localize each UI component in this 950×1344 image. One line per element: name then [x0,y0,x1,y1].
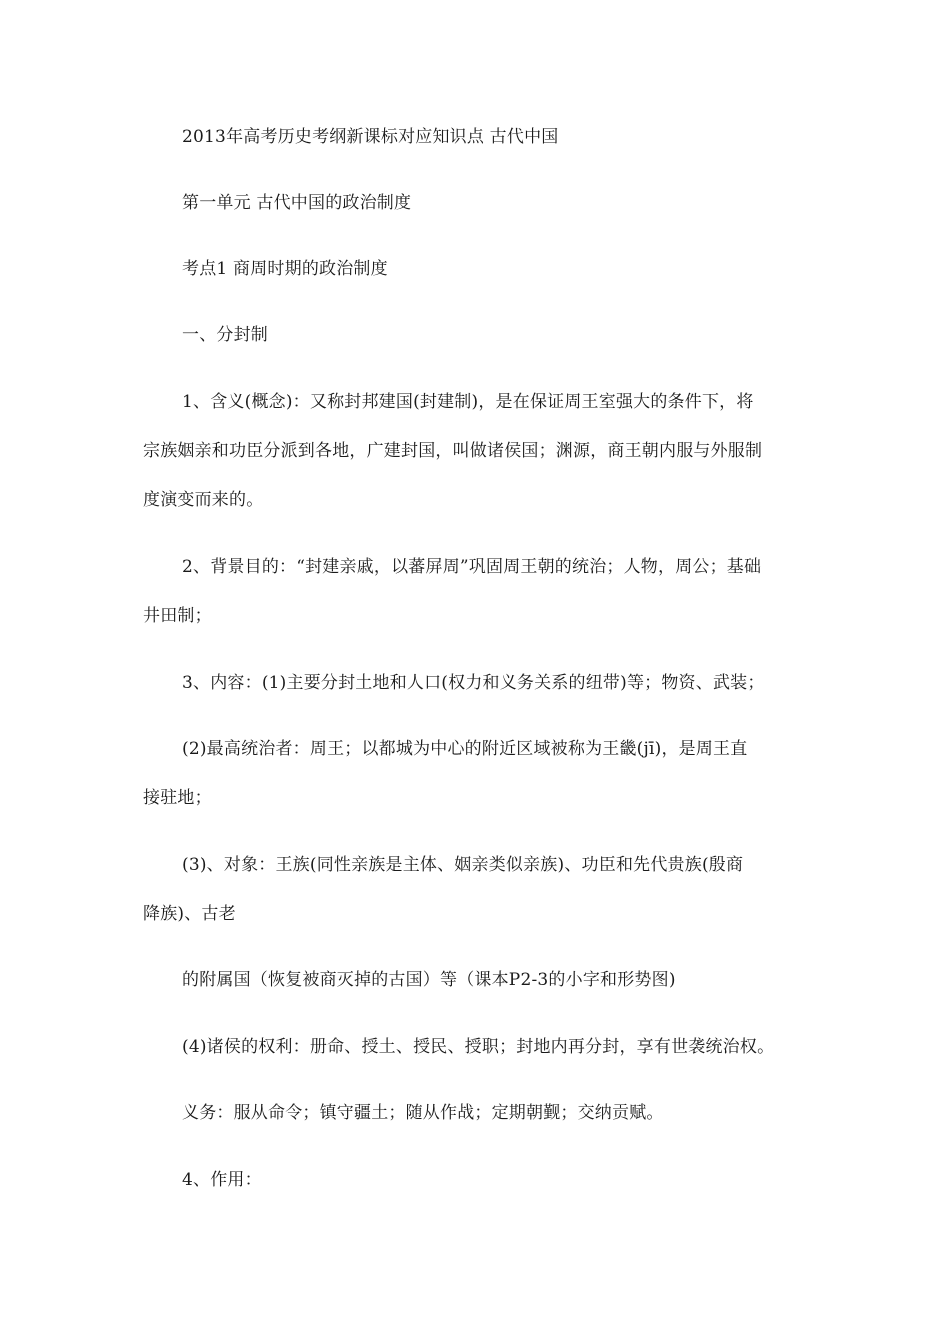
paragraph-line: 的附属国（恢复被商灭掉的古国）等（课本P2-3的小字和形势图) [182,970,676,990]
paragraph-line: 2、背景目的：“封建亲戚，以蕃屏周”巩固周王朝的统治；人物，周公；基础 [182,557,762,577]
paragraph-line: 宗族姻亲和功臣分派到各地，广建封国，叫做诸侯国；渊源，商王朝内服与外服制 [143,441,763,461]
paragraph-line: 义务：服从命令；镇守疆土；随从作战；定期朝觐；交纳贡赋。 [182,1103,664,1123]
paragraph-line: 4、作用： [182,1170,262,1190]
section-heading: 一、分封制 [182,325,268,345]
paragraph-line: (4)诸侯的权利：册命、授土、授民、授职；封地内再分封，享有世袭统治权。 [182,1037,775,1057]
paragraph-line: (2)最高统治者：周王；以都城为中心的附近区域被称为王畿(jī)，是周王直 [182,739,748,759]
paragraph-line: 度演变而来的。 [143,490,264,510]
paragraph-line: 井田制； [143,606,212,626]
document-title: 2013年高考历史考纲新课标对应知识点 古代中国 [182,127,559,147]
paragraph-line: 1、含义(概念)：又称封邦建国(封建制)，是在保证周王室强大的条件下，将 [182,392,754,412]
paragraph-line: 接驻地； [143,788,212,808]
paragraph-line: (3)、对象：王族(同性亲族是主体、姻亲类似亲族)、功臣和先代贵族(殷商 [182,855,744,875]
paragraph-line: 3、内容：(1)主要分封土地和人口(权力和义务关系的纽带)等；物资、武装； [182,673,765,693]
unit-heading: 第一单元 古代中国的政治制度 [182,193,412,213]
paragraph-line: 降族)、古老 [143,904,236,924]
topic-heading: 考点1 商周时期的政治制度 [182,259,388,279]
